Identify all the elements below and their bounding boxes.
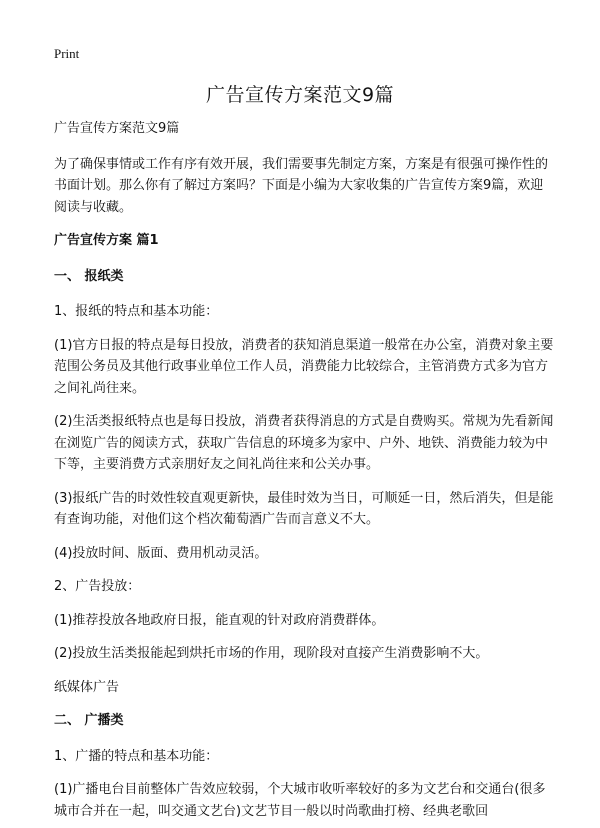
print-link[interactable]: Print: [54, 46, 80, 61]
section1-paragraph-2: (2)生活类报纸特点也是每日投放，消费者获得消息的方式是自费购买。常规为先看新闻在浏览广告的阅读方式，获取广告信息的环境多为家中、户外、地铁、消费能力较为中下等，主要消费方式亲朋好友之间礼尚往来和公关办事。: [54, 414, 554, 472]
intro-paragraph: 为了确保事情或工作有序有效开展，我们需要事先制定方案，方案是有很强可操作性的书面计划。那么你有了解过方案吗？下面是小编为大家收集的广告宣传方案9篇，欢迎阅读与收藏。: [54, 156, 549, 215]
section1-paragraph-6: (2)投放生活类报能起到烘托市场的作用，现阶段对直接产生消费影响不大。: [54, 646, 489, 661]
section1-item2-title: 2、广告投放：: [54, 579, 141, 594]
document-subtitle: 广告宣传方案范文9篇: [54, 121, 180, 136]
section1-item1-title: 1、报纸的特点和基本功能：: [54, 304, 219, 319]
section2-title: 二、 广播类: [54, 713, 124, 728]
section1-paragraph-4: (4)投放时间、版面、费用机动灵活。: [54, 545, 268, 561]
section1-paragraph-3: (3)报纸广告的时效性较直观更新快，最佳时效为当日，可顺延一日，然后消失，但是能有查询功能，对他们这个档次葡萄酒广告而言意义不大。: [54, 490, 554, 527]
section1-paragraph-1: (1)官方日报的特点是每日投放，消费者的获知消息渠道一般常在办公室，消费对象主要范围公务员及其他行政事业单位工作人员，消费能力比较综合，主管消费方式多为官方之间礼尚往来。: [54, 337, 554, 396]
part1-heading: 广告宣传方案 篇1: [54, 233, 159, 248]
section2-item1-title: 1、广播的特点和基本功能：: [54, 748, 219, 764]
section1-footer: 纸媒体广告: [54, 679, 120, 695]
section2-paragraph-1: (1)广播电台目前整体广告效应较弱，个大城市收听率较好的多为文艺台和交通台(很多城市合并在一起，叫交通文艺台)文艺节目一般以时尚歌曲打榜、经典老歌回: [54, 782, 546, 819]
document-title: 广告宣传方案范文9篇: [205, 84, 395, 106]
document-body: [54, 118, 554, 822]
section1-paragraph-5: (1)推荐投放各地政府日报，能直观的针对政府消费群体。: [54, 612, 385, 628]
section1-title: 一、 报纸类: [54, 268, 124, 284]
